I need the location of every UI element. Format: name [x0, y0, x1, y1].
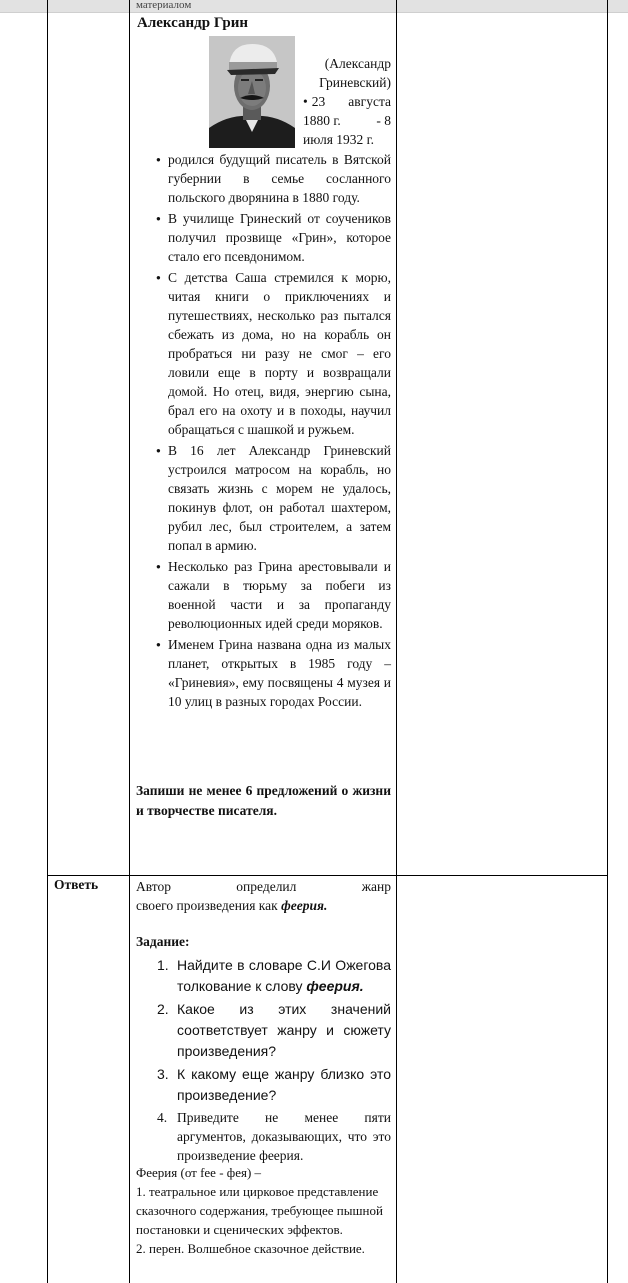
bullet-item: ● Именем Грина названа одна из малых планет, открытых в 1985 году – «Гриневия», ему посвящены 4 музея и 10 улиц в разных городах России. — [156, 635, 391, 711]
author-side-info — [303, 54, 391, 149]
top-scroll-bar — [0, 0, 628, 13]
table-border-col2 — [129, 0, 130, 1283]
definition-2: 2. перен. Волшебное сказочное действие. — [136, 1241, 365, 1256]
definition-head: Феерия (от fee - фея) – — [136, 1165, 262, 1180]
task-number: 4. — [157, 1110, 168, 1125]
task-number: 2. — [157, 1001, 169, 1017]
bullet-item: ● родился будущий писатель в Вятской губернии в семье сосланного польского дворянина в 1880 году. — [156, 150, 391, 207]
answer-prefix: своего произведения как — [136, 898, 278, 913]
dates-line-2 — [303, 111, 391, 130]
table-border-left — [47, 0, 48, 1283]
biography-bullets — [156, 150, 391, 713]
task-term: феерия. — [306, 978, 364, 994]
dates-text-2b: - 8 — [376, 113, 391, 128]
dates-line-3: июля 1932 г. — [303, 132, 375, 147]
feeria-term: феерия. — [281, 898, 328, 913]
task-number: 3. — [157, 1066, 169, 1082]
bullet-item: ● В училище Гринеский от соучеников получил прозвище «Грин», которое стало его псевдонимом. — [156, 209, 391, 266]
task-item — [157, 1064, 391, 1106]
answer-word: Автор — [136, 879, 172, 894]
bullet-icon: • — [303, 94, 308, 109]
task-list — [157, 955, 391, 1167]
task-text: К какому еще жанру близко это произведение? — [177, 1066, 391, 1103]
answer-line-1 — [136, 877, 391, 896]
task-item — [157, 1108, 391, 1165]
table-row-divider — [47, 875, 608, 876]
bullet-item: ● Несколько раз Грина арестовывали и сажали в тюрьму за побеги из военной части и за пропаганду революционных идей среди моряков. — [156, 557, 391, 633]
definition-block — [136, 1163, 391, 1258]
task-text: Приведите не менее пяти аргументов, доказывающих, что это произведение феерия. — [177, 1110, 391, 1163]
task-text: Какое из этих значений соответствует жанру и сюжету произведения? — [177, 1001, 391, 1059]
answer-word: жанр — [361, 879, 391, 894]
bullet-item: ● С детства Саша стремился к морю, читая книги о приключениях и путешествиях, несколько раз пытался сбежать из дома, но на корабль он пробраться ни разу не смог – его ловили еще в порту и возвращали домой. Но отец, видя, энергию сына, брал его на охоту и в походы, научил обращаться с шашкой и ружьем. — [156, 268, 391, 439]
birth-name: (Александр Гриневский) — [319, 56, 391, 90]
answer-line-2 — [136, 896, 327, 915]
cut-off-text: материалом — [136, 0, 192, 10]
dates-text-2a: 1880 г. — [303, 113, 341, 128]
write-task: Запиши не менее 6 предложений о жизни и творчестве писателя. — [136, 783, 391, 818]
answer-word: определил — [236, 879, 297, 894]
table-border-col3 — [396, 0, 397, 1283]
portrait-image — [209, 36, 295, 148]
dates-line-1 — [303, 92, 391, 111]
answer-label: Ответь — [54, 877, 99, 892]
table-border-right — [607, 0, 608, 1283]
task-number: 1. — [157, 957, 169, 973]
task-item — [157, 999, 391, 1062]
author-portrait — [209, 36, 295, 148]
zadanie-label: Задание: — [136, 934, 190, 949]
author-title: Александр Грин — [137, 15, 249, 31]
task-item — [157, 955, 391, 997]
task-text: Найдите в словаре С.И Ожегова толкование к слову — [177, 957, 391, 994]
definition-1: 1. театральное или цирковое представление сказочного содержания, требующее пышной постановки и сценических эффектов. — [136, 1184, 383, 1237]
dates-text-1: 23 августа — [311, 94, 391, 109]
bullet-item: ● В 16 лет Александр Гриневский устроился матросом на корабль, но связать жизнь с морем не удалось, покинув флот, он работал шахтером, рубил лес, был строителем, а затем попал в армию. — [156, 441, 391, 555]
